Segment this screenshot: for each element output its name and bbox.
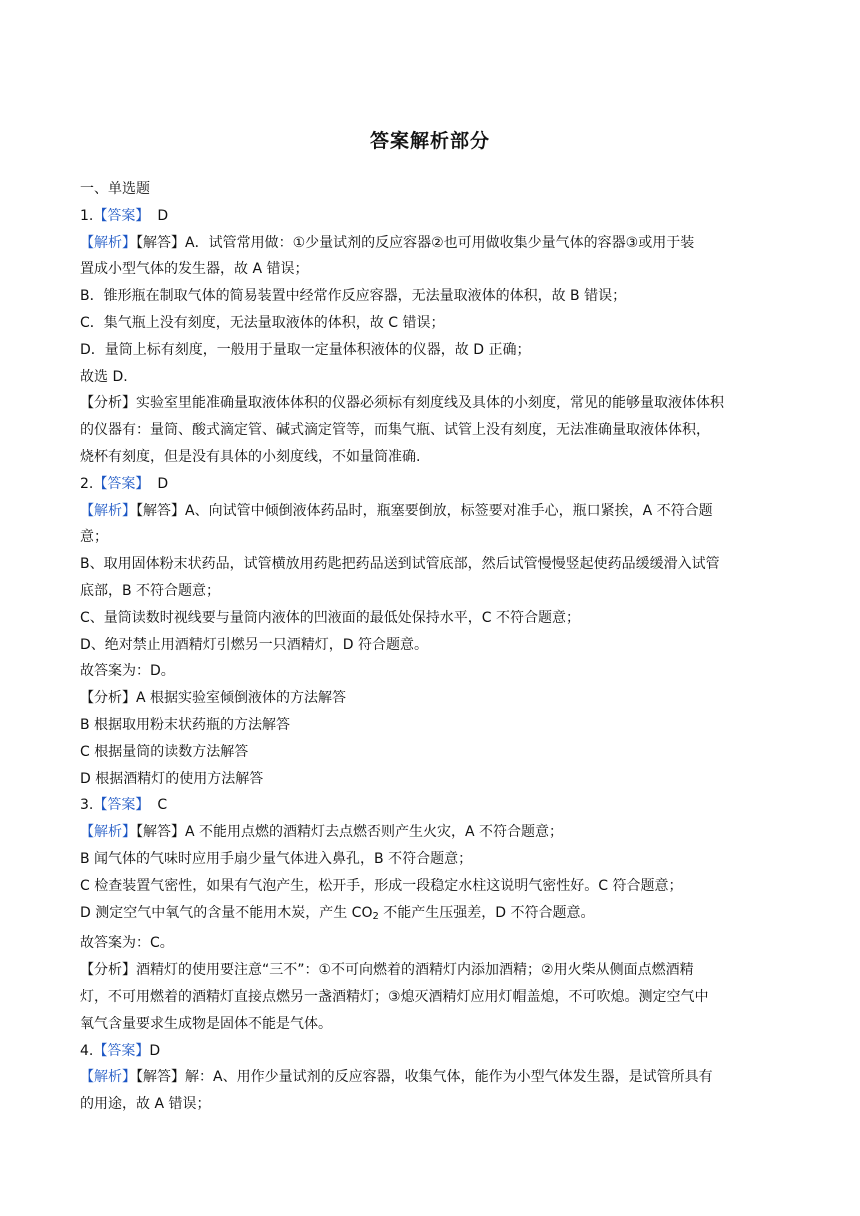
note-tag: 【分析】	[80, 395, 136, 412]
q1-text-line: B．锥形瓶在制取气体的简易装置中经常作反应容器，无法量取液体的体积，故 B 错误；	[80, 288, 627, 305]
q2-note-line: B 根据取用粉末状药瓶的方法解答	[80, 716, 291, 733]
q2-note-line: C 根据量筒的读数方法解答	[80, 743, 249, 760]
q2-solution-line	[80, 498, 786, 525]
q3-note-text: 酒精灯的使用要注意“三不”：①不可向燃着的酒精灯内添加酒精；②用火柴从侧面点燃酒精	[136, 962, 694, 979]
subscript: 2	[372, 910, 379, 922]
q1-text-line: 故选 D.	[80, 368, 128, 385]
q2-text-line: 底部，B 不符合题意；	[80, 582, 221, 599]
q4-solution-line	[80, 1064, 786, 1091]
q4-text-line: 的用途，故 A 错误；	[80, 1096, 211, 1113]
q4-answer: D	[149, 1042, 161, 1059]
q3-text-line: 故答案为：C。	[80, 935, 174, 952]
q1-solution-text: A．试管常用做：①少量试剂的反应容器②也可用做收集少量气体的容器③或用于装	[185, 234, 695, 251]
q3-answer: C	[157, 797, 168, 814]
q1-note-line: 烧杯有刻度，但是没有具体的小刻度线，不如量筒准确.	[80, 448, 421, 465]
analysis-tag: 【解析】	[80, 234, 136, 251]
q2-text-line: 意；	[80, 529, 108, 546]
page-title: 答案解析部分	[369, 130, 490, 152]
q3-answer-line	[80, 792, 786, 819]
q2-text-line: C、量筒读数时视线要与量筒内液体的凹液面的最低处保持水平，C 不符合题意；	[80, 609, 580, 626]
q3-text-part: D 测定空气中氧气的含量不能用木炭，产生 CO	[80, 904, 373, 921]
q2-text-line: 故答案为：D。	[80, 663, 175, 680]
q1-answer: D	[157, 207, 169, 224]
q2-text-line: D、绝对禁止用酒精灯引燃另一只酒精灯，D 符合题意。	[80, 636, 429, 653]
q1-text-line: 置成小型气体的发生器，故 A 错误；	[80, 261, 309, 278]
analysis-tag: 【解析】	[80, 502, 136, 519]
q2-answer: D	[157, 475, 169, 492]
note-tag: 【分析】	[80, 962, 136, 979]
q1-note-line: 的仪器有：量筒、酸式滴定管、碱式滴定管等，而集气瓶、试管上没有刻度，无法准确量取液体体积，	[80, 422, 710, 439]
solution-tag: 【解答】	[136, 502, 185, 519]
note-tag: 【分析】	[80, 690, 136, 707]
q2-note-line: D 根据酒精灯的使用方法解答	[80, 770, 264, 787]
q3-note-line: 灯，不可用燃着的酒精灯直接点燃另一盏酒精灯；③熄灭酒精灯应用灯帽盖熄，不可吹熄。测定空气中	[80, 988, 709, 1005]
solution-tag: 【解答】	[136, 234, 185, 251]
solution-tag: 【解答】	[136, 824, 185, 841]
answer-tag: 【答案】	[93, 207, 150, 224]
q3-text-line: C 检查装置气密性，如果有气泡产生，松开手，形成一段稳定水柱这说明气密性好。C 符合题意；	[80, 877, 683, 894]
analysis-tag: 【解析】	[80, 1069, 136, 1086]
analysis-tag: 【解析】	[80, 824, 136, 841]
answer-tag: 【答案】	[93, 797, 150, 814]
q2-answer-line	[80, 471, 786, 498]
q1-text-line: C．集气瓶上没有刻度，无法量取液体的体积，故 C 错误；	[80, 314, 445, 331]
solution-tag: 【解答】	[136, 1069, 185, 1086]
q1-number: 1.	[80, 207, 94, 224]
answer-tag: 【答案】	[93, 1042, 150, 1059]
q1-answer-line	[80, 203, 786, 230]
q3-solution-text: A 不能用点燃的酒精灯去点燃否则产生火灾，A 不符合题意；	[185, 824, 564, 841]
section-heading: 一、单选题	[80, 181, 150, 197]
q1-text-line: D．量筒上标有刻度，一般用于量取一定量体积液体的仪器，故 D 正确；	[80, 341, 531, 358]
q3-note-line	[80, 957, 786, 984]
q1-solution-line	[80, 230, 786, 257]
q2-note-line	[80, 685, 786, 712]
q3-number: 3.	[80, 797, 94, 814]
q1-note-line	[80, 390, 786, 417]
q3-text-part: 不能产生压强差，D 不符合题意。	[378, 904, 595, 921]
q4-solution-text: 解：A、用作少量试剂的反应容器，收集气体，能作为小型气体发生器，是试管所具有	[185, 1069, 713, 1086]
answer-tag: 【答案】	[93, 475, 150, 492]
q4-number: 4.	[80, 1042, 94, 1059]
q3-note-line: 氧气含量要求生成物是固体不能是气体。	[80, 1015, 332, 1032]
q2-note-text: A 根据实验室倾倒液体的方法解答	[136, 690, 347, 707]
answer-content	[80, 176, 786, 1118]
q3-solution-line	[80, 819, 786, 846]
q2-number: 2.	[80, 475, 94, 492]
q3-text-line	[80, 900, 786, 931]
q3-text-line: B 闻气体的气味时应用手扇少量气体进入鼻孔，B 不符合题意；	[80, 850, 473, 867]
q2-solution-text: A、向试管中倾倒液体药品时，瓶塞要倒放，标签要对准手心，瓶口紧挨，A 不符合题	[185, 502, 713, 519]
q4-answer-line	[80, 1038, 786, 1065]
q2-text-line: B、取用固体粉末状药品，试管横放用药匙把药品送到试管底部，然后试管慢慢竖起使药品缓缓滑入试管	[80, 556, 720, 573]
q1-note-text: 实验室里能准确量取液体体积的仪器必须标有刻度线及具体的小刻度，常见的能够量取液体体积	[136, 395, 724, 412]
